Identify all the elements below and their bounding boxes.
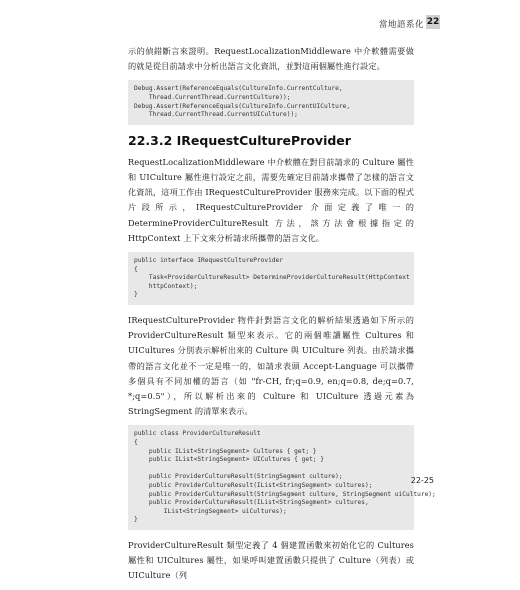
chapter-title: 當地語系化: [378, 20, 424, 30]
code-block-debug-assert: Debug.Assert(ReferenceEquals(CultureInfo.CurrentCulture, Thread.CurrentThread.CurrentCulture)); Debug.Assert(ReferenceEquals(CultureInfo.CurrentUICulture, Thread.CurrentThread.CurrentUICulture));: [128, 80, 414, 124]
code-block-interface: public interface IRequestCultureProvider { Task<ProviderCultureResult> DetermineProviderCultureResult(HttpContext httpContext); }: [128, 252, 414, 305]
code-block-result-class: public class ProviderCultureResult { public IList<StringSegment> Cultures { get; } public IList<StringSegment> UICultures { get; } public ProviderCultureResult(StringSegment culture); public ProviderCultureResult(IList<StringSegment> cultures); public ProviderCultureResult(StringSegment culture, StringSegment uiCulture); public ProviderCultureResult(IList<StringSegment> cultures, IList<StringSegment> uiCultures); }: [128, 425, 414, 530]
paragraph-result-type: IRequestCultureProvider 物件針對語言文化的解析結果透過如下所示的 ProviderCultureResult 類型來表示。它的兩個唯讀屬性 Cultures 和 UICultures 分別表示解析出來的 Culture 與 UICulture 列表。由於請求攜帶的語言文化並不一定是唯一的，如請求表頭 Accept-Language 可以攜帶多個具有不同加權的語言（如 "fr-CH, fr;q=0.9, en;q=0.8, de;q=0.7, *;q=0.5"），所以解析出來的 Culture 和 UICulture 透過元素為 StringSegment 的清單來表示。: [128, 314, 414, 417]
page-number: 22-25: [410, 476, 434, 485]
paragraph-intro: 示的偵錯斷言來證明。RequestLocalizationMiddleware 中介軟體需要做的就是從目前請求中分析出語言文化資訊，並對這兩個屬性進行設定。: [128, 46, 414, 72]
running-header: [0, 0, 520, 34]
section-heading: 22.3.2 IRequestCultureProvider: [128, 132, 351, 148]
paragraph-provider-intro: RequestLocalizationMiddleware 中介軟體在對目前請求的 Culture 屬性和 UICulture 屬性進行設定之前，需要先確定目前請求攜帶了怎樣的語言文化資訊，這項工作由 IRequestCultureProvider 服務來完成。以下面的程式片段所示，IRequestCultureProvider 介面定義了唯一的 DetermineProviderCultureResult 方法，該方法會根據指定的 HttpContext 上下文來分析請求所攜帶的語言文化。: [128, 156, 414, 243]
paragraph-constructors: ProviderCultureResult 類型定義了 4 個建置函數來初始化它的 Cultures 屬性和 UICultures 屬性，如果呼叫建置函數只提供了 Culture（列表）或 UICulture（列: [128, 539, 414, 581]
chapter-number-badge: 22: [426, 17, 440, 27]
